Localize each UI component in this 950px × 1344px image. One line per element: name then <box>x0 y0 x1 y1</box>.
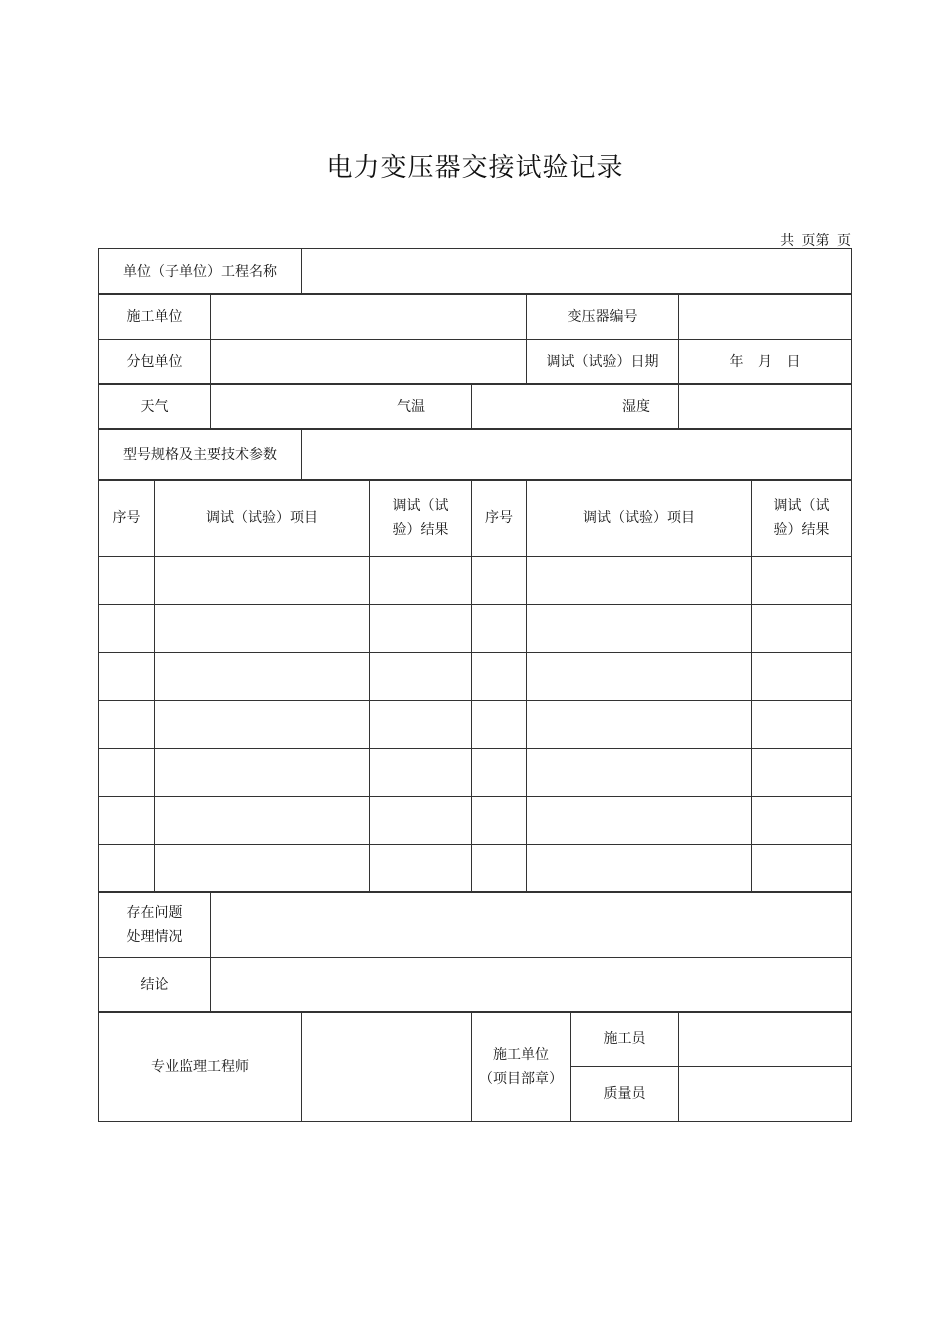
seq-header-left: 序号 <box>99 480 155 557</box>
table-row <box>99 653 852 701</box>
seq-header-right: 序号 <box>472 480 527 557</box>
constructor-label: 施工员 <box>571 1012 679 1067</box>
test-date-field[interactable]: 年 月 日 <box>679 340 852 385</box>
result-header-left: 调试（试 验）结果 <box>370 480 472 557</box>
constructor-signature-field[interactable] <box>679 1012 852 1067</box>
weather-label: 天气 <box>99 384 211 430</box>
issues-field[interactable] <box>211 892 852 958</box>
table-row <box>99 557 852 605</box>
result-header-right: 调试（试 验）结果 <box>752 480 852 557</box>
subcontractor-field[interactable] <box>211 340 527 385</box>
project-name-label: 单位（子单位）工程名称 <box>99 249 302 295</box>
transformer-no-label: 变压器编号 <box>527 294 679 340</box>
table-row <box>99 845 852 893</box>
supervisor-signature-field[interactable] <box>302 1012 472 1122</box>
item-header-left: 调试（试验）项目 <box>155 480 370 557</box>
weather-table <box>98 383 852 430</box>
conclusion-field[interactable] <box>211 958 852 1013</box>
item-header-right: 调试（试验）项目 <box>527 480 752 557</box>
issues-table <box>98 891 852 1013</box>
project-name-field[interactable] <box>302 249 852 295</box>
header-table-2 <box>98 293 852 385</box>
table-row <box>99 605 852 653</box>
issues-label: 存在问题 处理情况 <box>99 892 211 958</box>
supervisor-label: 专业监理工程师 <box>99 1012 302 1122</box>
page-title: 电力变压器交接试验记录 <box>326 153 624 183</box>
transformer-no-field[interactable] <box>679 294 852 340</box>
header-table <box>98 248 852 295</box>
construction-unit-stamp-label: 施工单位 （项目部章） <box>472 1012 571 1122</box>
construction-unit-label: 施工单位 <box>99 294 211 340</box>
quality-label: 质量员 <box>571 1067 679 1122</box>
humidity-label: 湿度 <box>472 384 679 430</box>
temperature-label: 气温 <box>211 384 472 430</box>
test-date-label: 调试（试验）日期 <box>527 340 679 385</box>
subcontractor-label: 分包单位 <box>99 340 211 385</box>
signature-table <box>98 1011 852 1122</box>
model-spec-table <box>98 428 852 481</box>
quality-signature-field[interactable] <box>679 1067 852 1122</box>
conclusion-label: 结论 <box>99 958 211 1013</box>
humidity-field[interactable] <box>679 384 852 430</box>
test-items-table <box>98 479 852 893</box>
table-row <box>99 749 852 797</box>
model-spec-label: 型号规格及主要技术参数 <box>99 429 302 481</box>
construction-unit-field[interactable] <box>211 294 527 340</box>
model-spec-field[interactable] <box>302 429 852 481</box>
table-row <box>99 797 852 845</box>
table-row <box>99 701 852 749</box>
page-count: 共 页第 页 <box>780 233 851 249</box>
